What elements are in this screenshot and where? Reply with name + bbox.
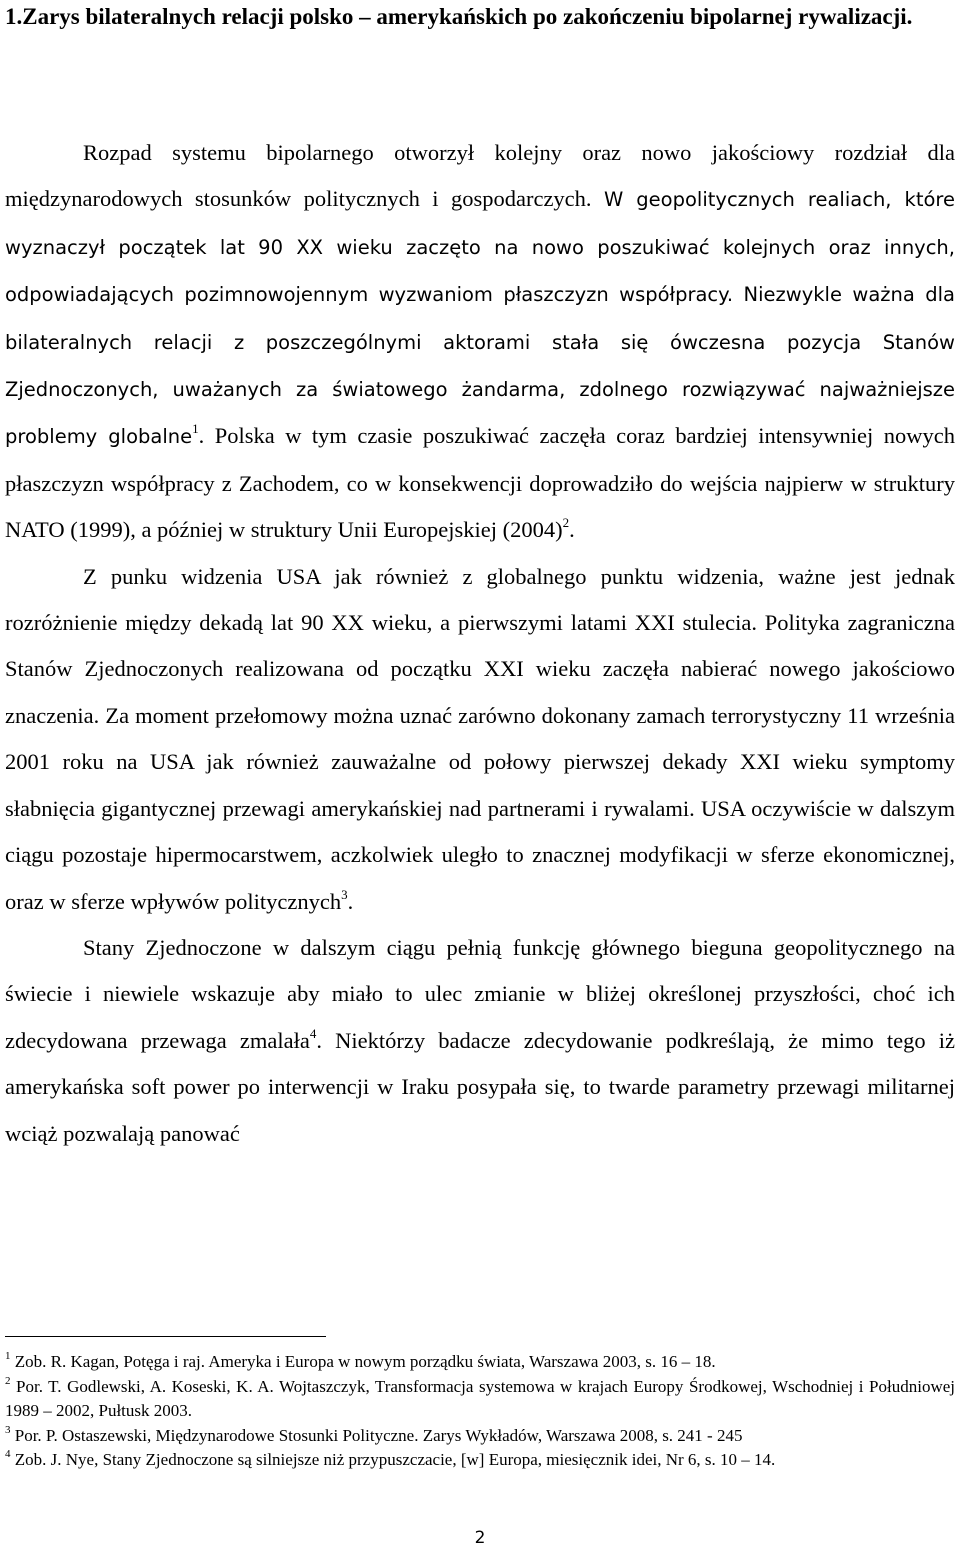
footnote-ref-1[interactable]: 1 (192, 421, 199, 437)
footnote-text: Por. T. Godlewski, A. Koseski, K. A. Wojtaszczyk, Transformacja systemowa w krajach Europy Środkowej, Wschodniej i Południowej 1989 – 2002, Pułtusk 2003. (5, 1376, 955, 1420)
footnote-separator (5, 1336, 326, 1337)
footnote-3 (5, 1424, 955, 1449)
paragraph-3-tail: . Niektórzy badacze zdecydowanie podkreślają, że mimo tego iż amerykańska soft power po interwencji w Iraku posypała się, to twarde parametry przewagi militarnej wciąż pozwalają panować (5, 1027, 955, 1146)
footnote-text: Zob. J. Nye, Stany Zjednoczone są silniejsze niż przypuszczacie, [w] Europa, miesięcznik idei, Nr 6, s. 10 – 14. (10, 1450, 776, 1469)
paragraph-1-serif-start: Rozpad systemu bipolarnego otworzył kolejny oraz nowo jakościowy rozdział dla międzynarodowych stosunków politycznych i gospodarczych. (5, 140, 955, 212)
page-number: 2 (474, 1528, 486, 1548)
section-heading: 1.Zarys bilateralnych relacji polsko – amerykańskich po zakończeniu bipolarnej rywalizacji. (5, 4, 913, 29)
footnote-number: 2 (5, 1374, 11, 1387)
paragraph-1-serif-end: . Polska w tym czasie poszukiwać zaczęła coraz bardziej intensywniej nowych płaszczyzn współpracy z Zachodem, co w konsekwencji doprowadziło do wejścia najpierw w struktury NATO (1999), a później w struktury Unii Europejskiej (2004) (5, 423, 955, 543)
footnote-number: 1 (5, 1350, 11, 1362)
footnote-ref-3[interactable]: 3 (341, 886, 348, 902)
paragraph-2 (5, 554, 955, 925)
paragraph-2-text: Z punku widzenia USA jak również z globalnego punktu widzenia, ważne jest jednak rozróżnienie między dekadą lat 90 XX wieku, a pierwszymi latami XXI stulecia. Polityka zagraniczna Stanów Zjednoczonych realizowana od początku XXI wieku zaczęła nabierać nowego jakościowo znaczenia. Za moment przełomowy można uznać zarówno dokonany zamach terrorystyczny 11 września 2001 roku na USA jak również zauważalne od połowy pierwszej dekady XXI wieku symptomy słabnięcia gigantycznej przewagi amerykańskiej nad partnerami i rywalami. USA oczywiście w dalszym ciągu pozostaje hipermocarstwem, aczkolwiek uległo to znacznej modyfikacji w sferze ekonomicznej, oraz w sferze wpływów politycznych (5, 563, 955, 914)
footnote-ref-2[interactable]: 2 (562, 515, 570, 531)
paragraph-3-text: Stany Zjednoczone w dalszym ciągu pełnią funkcję głównego bieguna geopolitycznego na świecie i niewiele wskazuje aby miało to ulec zmianie w bliżej określonej przyszłości, choć ich zdecydowana przewaga zmalała (5, 934, 955, 1053)
body-text (5, 130, 955, 1157)
paragraph-1 (5, 130, 955, 554)
footnote-text: Zob. R. Kagan, Potęga i raj. Ameryka i Europa w nowym porządku świata, Warszawa 2003, s. 16 – 18. (10, 1352, 716, 1371)
paragraph-1-tail: . (569, 517, 575, 543)
footnote-number: 3 (5, 1423, 11, 1436)
footnote-1 (5, 1350, 955, 1375)
footnote-number: 4 (5, 1448, 11, 1460)
paragraph-3 (5, 925, 955, 1157)
footnote-2 (5, 1375, 955, 1424)
footnote-text: Por. P. Ostaszewski, Międzynarodowe Stosunki Polityczne. Zarys Wykładów, Warszawa 2008, s. 241 - 245 (10, 1425, 743, 1445)
footnotes (5, 1350, 955, 1473)
footnote-ref-4[interactable]: 4 (309, 1025, 317, 1041)
paragraph-2-tail: . (347, 888, 354, 914)
footnote-4 (5, 1448, 955, 1473)
paragraph-1-sans-part: W geopolitycznych realiach, które wyznaczył początek lat 90 XX wieku zaczęto na nowo poszukiwać kolejnych oraz innych, odpowiadających pozimnowojennym wyzwaniom płaszczyzn współpracy. Niezwykle ważna dla bilateralnych relacji z poszczególnymi aktorami stała się ówczesna pozycja Stanów Zjednoczonych, uważanych za światowego żandarma, zdolnego rozwiązywać najważniejsze problemy globalne (5, 188, 955, 449)
